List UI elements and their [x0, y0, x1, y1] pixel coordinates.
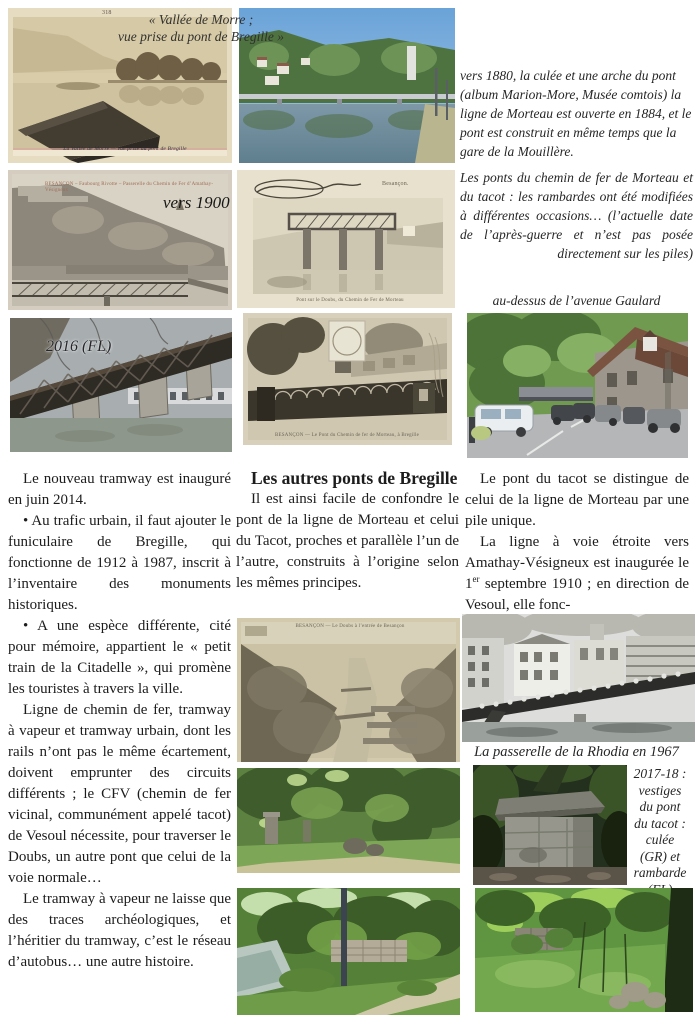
- vestiges-line-7: rambarde: [633, 865, 687, 880]
- photo-vestige-vegetation: [475, 888, 693, 1012]
- note-vers-1880: vers 1880, la culée et une arche du pont (album Marion-More, Musée comtois) la ligne de Morteau est ouverte en 1884, et le pont est construit en même temps que la gare de la Mouillère.: [460, 68, 692, 159]
- green-3-illustration: [475, 888, 693, 1012]
- col1-para-citadelle: • A une espèce différente, cité pour mémoire, appartient le « petit train de la Citadelle », qui promène les touristes à travers la ville.: [8, 618, 231, 697]
- vers1900-printed-header: BESANÇON – Faubourg Rivotte – Passerelle du Chemin de Fer d’Amathay-Vésigneux: [45, 182, 214, 193]
- col1-para-cfv: Ligne de chemin de fer, tramway à vapeur et tramway urbain, dont les rails n’ont pas le même écartement, doivent emprunter des circuits différents ; le CFV (chemin de fer vicinal, communément appelé tacot) de Vesoul nécessite, pour traverser le Doubs, un autre pont que celui de la voie normale…: [8, 702, 231, 886]
- photo-passerelle-rhodia: [462, 614, 695, 742]
- postcard-viaduc-morteau: [237, 170, 455, 308]
- vestiges-line-2: vestiges: [638, 782, 682, 798]
- col1-para-funiculaire: • Au trafic urbain, il faut ajouter le funiculaire de Bregille, qui fonctionne de 1912 à 1987, inscrit à l’inventaire des monuments historiques.: [8, 513, 231, 613]
- postcard-handwriting: La Vallée de Morre — vue prise du pont de Bregille: [63, 146, 187, 152]
- green-path-2-illustration: [237, 888, 460, 1015]
- photo-culee-tacot: [473, 765, 627, 885]
- col2-para-confondre: Il est ainsi facile de confondre le pont de la ligne de Morteau et celui du Tacot, proches et parallèle l’un de l’autre, construits à l’origine selon les mêmes principes.: [236, 491, 459, 591]
- vestiges-line-3: du pont: [639, 799, 681, 814]
- col3-para-pile: Le pont du tacot se distingue de celui de la ligne de Morteau par une pile unique.: [465, 471, 689, 529]
- postcard-number: 318: [102, 10, 112, 16]
- vestiges-line-1: 2017-18 :: [633, 766, 687, 781]
- photo-2016-overlay: 2016 (FL): [46, 338, 112, 355]
- text-column-1: [8, 469, 231, 973]
- viaduct-bottom-caption: Pont sur le Doubs, du Chemin de Fer de Morteau: [296, 298, 404, 303]
- caption-avenue-gaulard: au-dessus de l’avenue Gaulard: [492, 293, 661, 308]
- vallee-caption-line2: vue prise du pont de Bregille »: [118, 28, 284, 44]
- photo-avenue-gaulard: [467, 313, 688, 458]
- note-rambardes: Les ponts du chemin de fer de Morteau et du tacot : les rambardes ont été modifiées à différentes occasions… (l’actuelle date de l’après-guerre et n’est pas posée directement sur les piles): [460, 170, 693, 261]
- col3-para-ligne: [465, 532, 689, 616]
- text-column-3: [465, 469, 689, 616]
- vestiges-line-5: culée: [645, 832, 675, 847]
- photo-rambarde-mur: [237, 888, 460, 1015]
- photo-pont-2016: [10, 318, 232, 452]
- postcard-viaduct-illustration: [237, 170, 455, 308]
- photo-vestige-pilier: [237, 768, 460, 873]
- vers-1900-overlay: vers 1900: [163, 193, 230, 212]
- culee-illustration: [473, 765, 627, 885]
- rhodia-illustration: [462, 614, 695, 742]
- postcard-morteau-illustration: [243, 313, 452, 445]
- vallee-caption-overlay: [103, 12, 299, 45]
- morteau-bottom-caption: BESANÇON — Le Pont du Chemin de fer de Morteau, à Bregille: [274, 433, 420, 438]
- photo-gaulard-illustration: [467, 313, 688, 458]
- caption-rhodia: La passerelle de la Rhodia en 1967: [474, 744, 679, 760]
- vestiges-line-4: du tacot :: [634, 815, 686, 831]
- viaduct-top-title: Besançon.: [382, 181, 409, 187]
- postcard-doubs-panorama: [237, 618, 460, 762]
- green-path-1-illustration: [237, 768, 460, 873]
- text-column-2: [236, 468, 459, 594]
- panorama-illustration: [237, 618, 460, 762]
- panorama-printed-header: BESANÇON — Le Doubs à l’entrée de Besançon: [295, 624, 405, 629]
- note-vestiges-tacot: [628, 766, 692, 898]
- col1-para-tramway: Le nouveau tramway est inauguré en juin 2014.: [8, 471, 231, 508]
- photo-2016-illustration: [10, 318, 232, 452]
- superscript-er: er: [472, 574, 480, 584]
- vallee-caption-line1: « Vallée de Morre ;: [148, 12, 254, 27]
- section-heading: Les autres ponts de Bregille: [251, 468, 458, 488]
- vestiges-line-6: (GR) et: [639, 848, 681, 864]
- col1-para-autobus: Le tramway à vapeur ne laisse que des traces archéologiques, et l’héritier du tramway, c’est le réseau d’autobus… une autre histoire.: [8, 891, 231, 970]
- col3-para-ligne-b: septembre 1910 ; en direction de Vesoul, elle fonc-: [465, 576, 689, 613]
- col3-para-ligne-a: La ligne à voie étroite vers Amathay-Vésigneux est inaugurée le 1: [465, 534, 689, 592]
- postcard-pont-morteau: [243, 313, 452, 445]
